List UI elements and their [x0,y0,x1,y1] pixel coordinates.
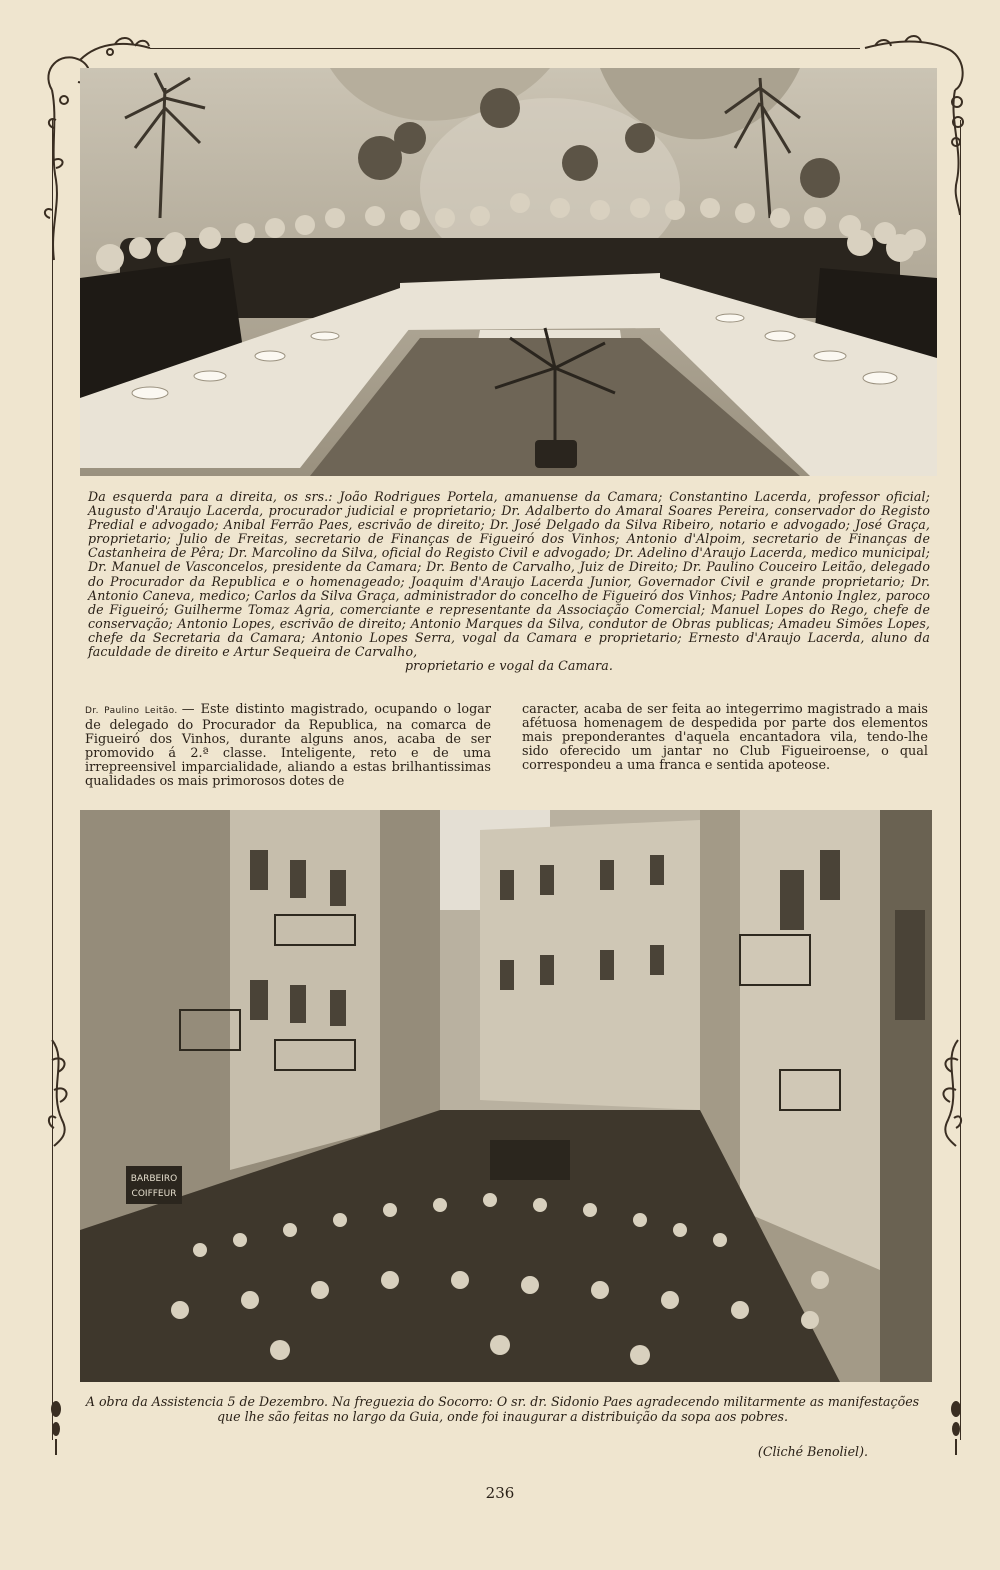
frame-top-rule [150,48,860,49]
street-caption: A obra da Assistencia 5 de Dezembro. Na freguezia do Socorro: O sr. dr. Sidonio Paes agradecendo militarmente as manifestações que lhe são feitas no largo da Guia, onde foi inaugurar a distribuição da sopa aos pobres. [85,1394,920,1424]
street-photo [80,810,932,1382]
article-left-text: — Este distinto magistrado, ocupando o logar de delegado do Procurador da Republica, na comarca de Figueiró dos Vinhos, durante alguns anos, acaba de ser promovido á 2.ª classe. Inteligente, reto e de uma irrepreensivel imparcialidade, aliando a estas brilhantissimas qualidades os mais primorosos dotes de [85,702,492,789]
banquet-caption [88,490,930,673]
article-left-column [85,703,491,788]
shop-sign-line1: BARBEIRO [130,1174,178,1184]
bottom-right-tassel [946,1395,966,1457]
frame-left-rule [52,120,53,1440]
frame-right-rule [960,120,961,1440]
photo-credit: (Cliché Benoliel). [757,1444,868,1459]
right-floral-ornament [932,1030,968,1150]
banquet-photo [80,68,937,476]
banquet-caption-text: Da esquerda para a direita, os srs.: João Rodrigues Portela, amanuense da Camara; Constantino Lacerda, professor oficial; Augusto d'Araujo Lacerda, procurador judicial e proprietario; Dr. Adalberto do Amaral Soares Pereira, conservador do Registo Predial e advogado; Anibal Ferrão Paes, escrivão de direito; Dr. José Delgado da Silva Ribeiro, notario e advogado; José Graça, proprietario; Julio de Freitas, secretario de Finanças de Figueiró dos Vinhos; Antonio d'Alpoim, secretario de Finanças de Castanheira de Pêra; Dr. Marcolino da Silva, oficial do Registo Civil e advogado; Dr. Adelino d'Araujo Lacerda, medico municipal; Dr. Manuel de Vasconcelos, presidente da Camara; Dr. Bento de Carvalho, Juiz de Direito; Dr. Paulino Couceiro Leitão, delegado do Procurador da Republica e o homenageado; Joaquim d'Araujo Lacerda Junior, Governador Civil e grande proprietario; Dr. Antonio Caneva, medico; Carlos da Silva Graça, administrador do concelho de Figueiró dos Vinhos; Padre Antonio Inglez, paroco de Figueiró; Guilherme Tomaz Agria, comerciante e representante da Associação Comercial; Manuel Lopes do Rego, chefe de conservação; Antonio Lopes, escrivão de direito; Antonio Marques da Silva, condutor de Obras publicas; Amadeu Simões Lopes, chefe da Secretaria da Camara; Antonio Lopes Serra, vogal da Camara e proprietario; Ernesto d'Araujo Lacerda, aluno da faculdade de direito e Artur Sequeira de Carvalho, [88,489,930,660]
article-lead-name: Dr. Paulino Leitão. [85,706,178,716]
article-right-column [522,703,928,773]
shop-sign-line2: COIFFEUR [131,1189,177,1199]
left-floral-ornament [44,1030,80,1150]
banquet-caption-last-line: proprietario e vogal da Camara. [405,658,613,674]
bottom-left-tassel [46,1395,66,1457]
page-number: 236 [485,1484,515,1502]
article-right-text: caracter, acaba de ser feita ao integerrimo magistrado a mais afétuosa homenagem de despedida por parte dos elementos mais preponderantes d'aquela encantadora vila, tendo-lhe sido oferecido um jantar no Club Figueiroense, o qual correspondeu a uma franca e sentida apoteose. [522,702,928,773]
